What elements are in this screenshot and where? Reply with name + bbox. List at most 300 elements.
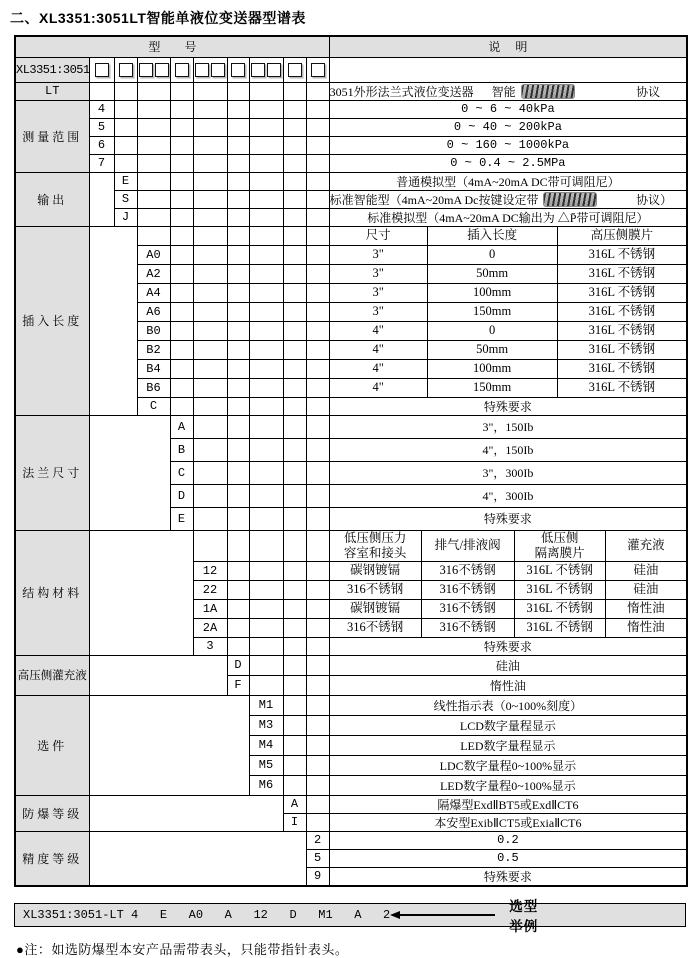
lt-description	[329, 82, 687, 100]
section-label-insertion: 插入长度	[15, 226, 89, 415]
insertion-subheader	[329, 226, 687, 245]
grid-cell	[137, 136, 170, 154]
checkbox[interactable]	[267, 63, 281, 77]
code-cell: M5	[249, 755, 283, 775]
grid-cell	[283, 618, 306, 637]
grid-cell	[227, 359, 249, 378]
grid-cell	[283, 715, 306, 735]
grid-cell	[283, 438, 306, 461]
grid-cell	[193, 208, 227, 226]
grid-cell	[249, 618, 283, 637]
grid-cell	[249, 82, 283, 100]
grid-cell	[114, 100, 137, 118]
grid-cell	[193, 461, 227, 484]
grid-cell	[170, 302, 193, 321]
grid-cell	[227, 637, 249, 655]
grid-cell	[249, 190, 283, 208]
grid-cell	[306, 415, 329, 438]
grid-cell	[193, 190, 227, 208]
desc-cell: LED数字量程显示	[329, 735, 687, 755]
grid-cell	[306, 675, 329, 695]
grid-cell	[227, 245, 249, 264]
valve-value: 316不锈钢	[421, 600, 514, 618]
section-label-flange: 法兰尺寸	[15, 415, 89, 530]
grid-cell	[249, 507, 283, 530]
grid-cell	[193, 136, 227, 154]
material-subheader	[329, 530, 687, 561]
diaphragm-value: 316L 不锈钢	[557, 246, 687, 264]
insertion-row	[329, 283, 687, 302]
grid-cell	[137, 190, 170, 208]
grid-cell	[249, 530, 283, 561]
grid-cell	[114, 82, 137, 100]
grid-cell	[227, 507, 249, 530]
grid-cell	[306, 136, 329, 154]
blank-cell	[89, 655, 227, 695]
grid-cell	[114, 154, 137, 172]
grid-cell	[306, 618, 329, 637]
grid-cell	[306, 507, 329, 530]
grid-cell	[249, 208, 283, 226]
code-box-cell	[114, 57, 137, 82]
grid-cell	[306, 484, 329, 507]
grid-cell	[170, 226, 193, 245]
grid-cell	[306, 100, 329, 118]
length-value: 0	[427, 246, 557, 264]
grid-cell	[306, 208, 329, 226]
valve-value: 316不锈钢	[421, 581, 514, 599]
length-value: 150mm	[427, 303, 557, 321]
grid-cell	[283, 580, 306, 599]
insertion-row	[329, 321, 687, 340]
grid-cell	[193, 378, 227, 397]
code-cell: B2	[137, 340, 170, 359]
grid-cell	[249, 461, 283, 484]
checkbox[interactable]	[195, 63, 209, 77]
length-value: 0	[427, 322, 557, 340]
chamber-value: 碳钢镀镉	[350, 563, 401, 578]
grid-cell	[193, 397, 227, 415]
code-cell: A0	[137, 245, 170, 264]
lt-desc-mid: 智能	[491, 84, 516, 99]
col-header-diaphragm: 高压侧膜片	[557, 227, 687, 245]
grid-cell	[306, 340, 329, 359]
lt-desc-post: 协议	[636, 84, 661, 99]
grid-cell	[193, 340, 227, 359]
code-box-cell	[227, 57, 249, 82]
grid-cell	[306, 580, 329, 599]
code-cell: 2	[306, 831, 329, 849]
diaphragm-value: 316L 不锈钢	[514, 581, 605, 599]
checkbox[interactable]	[288, 63, 302, 77]
grid-cell	[306, 245, 329, 264]
grid-cell	[249, 655, 283, 675]
desc-cell: 特殊要求	[329, 637, 687, 655]
grid-cell	[193, 484, 227, 507]
size-value: 4"	[372, 361, 384, 376]
chamber-value: 316不锈钢	[347, 620, 404, 635]
grid-cell	[170, 245, 193, 264]
grid-cell	[170, 172, 193, 190]
selection-example-bar	[14, 898, 686, 934]
grid-cell	[227, 302, 249, 321]
grid-cell	[329, 57, 687, 82]
chamber-value: 碳钢镀镉	[350, 601, 401, 616]
grid-cell	[283, 154, 306, 172]
grid-cell	[283, 530, 306, 561]
code-cell: C	[170, 461, 193, 484]
valve-value: 316不锈钢	[421, 619, 514, 637]
grid-cell	[306, 118, 329, 136]
diaphragm-value: 316L 不锈钢	[557, 265, 687, 283]
code-cell: B	[170, 438, 193, 461]
code-cell: A6	[137, 302, 170, 321]
grid-cell	[283, 226, 306, 245]
hart-logo-redacted	[522, 85, 574, 98]
grid-cell	[283, 507, 306, 530]
grid-cell	[306, 461, 329, 484]
grid-cell	[89, 82, 114, 100]
grid-cell	[137, 154, 170, 172]
grid-cell	[170, 397, 193, 415]
grid-cell	[170, 359, 193, 378]
code-box-cell	[137, 57, 170, 82]
grid-cell	[283, 637, 306, 655]
grid-cell	[306, 302, 329, 321]
grid-cell	[283, 415, 306, 438]
diaphragm-value: 316L 不锈钢	[557, 322, 687, 340]
grid-cell	[170, 264, 193, 283]
grid-cell	[193, 100, 227, 118]
output-s-desc-post: 协议）	[636, 192, 673, 207]
code-box-cell	[193, 57, 227, 82]
grid-cell	[137, 208, 170, 226]
grid-cell	[306, 226, 329, 245]
code-cell: A	[283, 795, 306, 813]
grid-cell	[170, 321, 193, 340]
grid-cell	[227, 530, 249, 561]
grid-cell	[249, 264, 283, 283]
desc-cell: 硅油	[329, 655, 687, 675]
grid-cell	[283, 208, 306, 226]
desc-cell: LDC数字量程0~100%显示	[329, 755, 687, 775]
grid-cell	[193, 82, 227, 100]
grid-cell	[137, 172, 170, 190]
code-cell: 9	[306, 867, 329, 886]
grid-cell	[249, 438, 283, 461]
grid-cell	[227, 415, 249, 438]
grid-cell	[193, 118, 227, 136]
insertion-row	[329, 378, 687, 397]
grid-cell	[170, 154, 193, 172]
grid-cell	[306, 599, 329, 618]
code-cell: 2A	[193, 618, 227, 637]
code-cell: B6	[137, 378, 170, 397]
size-value: 4"	[372, 323, 384, 338]
grid-cell	[249, 136, 283, 154]
desc-cell: LCD数字量程显示	[329, 715, 687, 735]
grid-cell	[137, 100, 170, 118]
code-cell: B4	[137, 359, 170, 378]
grid-cell	[170, 208, 193, 226]
grid-cell	[249, 675, 283, 695]
example-code-line: XL3351:3051-LT 4 E A0 A 12 D M1 A 2	[23, 907, 391, 922]
section-label-accuracy: 精度等级	[15, 831, 89, 886]
diaphragm-value: 316L 不锈钢	[557, 341, 687, 359]
desc-cell: 隔爆型ExdⅡBT5或ExdⅡCT6	[329, 795, 687, 813]
checkbox[interactable]	[231, 63, 245, 77]
desc-cell: LED数字量程0~100%显示	[329, 775, 687, 795]
code-cell: M6	[249, 775, 283, 795]
lt-code-label: LT	[15, 82, 89, 100]
grid-cell	[227, 461, 249, 484]
grid-cell	[306, 190, 329, 208]
material-row	[329, 561, 687, 580]
code-cell: S	[114, 190, 137, 208]
model-spec-table	[14, 35, 688, 887]
grid-cell	[283, 675, 306, 695]
grid-cell	[306, 283, 329, 302]
grid-cell	[306, 561, 329, 580]
grid-cell	[249, 599, 283, 618]
grid-cell	[306, 172, 329, 190]
grid-cell	[249, 415, 283, 438]
grid-cell	[306, 695, 329, 715]
grid-cell	[227, 208, 249, 226]
code-box-cell	[170, 57, 193, 82]
checkbox[interactable]	[139, 63, 153, 77]
code-box-cell	[249, 57, 283, 82]
grid-cell	[249, 154, 283, 172]
desc-cell: 普通模拟型（4mA~20mA DC带可调阻尼）	[329, 172, 687, 190]
grid-cell	[283, 82, 306, 100]
grid-cell	[306, 154, 329, 172]
diaphragm-value: 316L 不锈钢	[514, 600, 605, 618]
arrow-left-icon	[390, 911, 495, 919]
desc-cell: 特殊要求	[329, 397, 687, 415]
grid-cell	[249, 340, 283, 359]
desc-cell: 0 ~ 40 ~ 200kPa	[329, 118, 687, 136]
code-cell: M4	[249, 735, 283, 755]
insertion-row	[329, 264, 687, 283]
grid-cell	[249, 580, 283, 599]
grid-cell	[227, 264, 249, 283]
grid-cell	[249, 302, 283, 321]
grid-cell	[306, 82, 329, 100]
blank-cell	[89, 530, 193, 655]
length-value: 100mm	[427, 284, 557, 302]
grid-cell	[283, 245, 306, 264]
output-s-desc-text: 标准智能型（4mA~20mA Dc按键设定带	[329, 192, 539, 207]
grid-cell	[306, 264, 329, 283]
grid-cell	[170, 378, 193, 397]
grid-cell	[283, 302, 306, 321]
code-cell: J	[114, 208, 137, 226]
desc-cell: 0 ~ 6 ~ 40kPa	[329, 100, 687, 118]
grid-cell	[306, 715, 329, 735]
code-box-cell	[89, 57, 114, 82]
checkbox[interactable]	[211, 63, 225, 77]
grid-cell	[137, 82, 170, 100]
grid-cell	[114, 118, 137, 136]
grid-cell	[306, 321, 329, 340]
code-cell: B0	[137, 321, 170, 340]
checkbox[interactable]	[251, 63, 265, 77]
grid-cell	[193, 302, 227, 321]
code-cell: M1	[249, 695, 283, 715]
grid-cell	[283, 340, 306, 359]
valve-value: 316不锈钢	[421, 562, 514, 580]
blank-cell	[89, 226, 137, 415]
grid-cell	[306, 378, 329, 397]
checkbox[interactable]	[311, 63, 325, 77]
diaphragm-value: 316L 不锈钢	[557, 303, 687, 321]
col-header-size: 尺寸	[365, 228, 391, 243]
checkbox[interactable]	[95, 63, 109, 77]
grid-cell	[227, 340, 249, 359]
description-header: 说 明	[329, 36, 687, 57]
grid-cell	[249, 283, 283, 302]
grid-cell	[306, 755, 329, 775]
code-cell: 1A	[193, 599, 227, 618]
grid-cell	[249, 637, 283, 655]
grid-cell	[306, 775, 329, 795]
grid-cell	[227, 618, 249, 637]
size-value: 4"	[372, 342, 384, 357]
desc-cell: 4"，300Ib	[329, 484, 687, 507]
grid-cell	[227, 172, 249, 190]
grid-cell	[193, 245, 227, 264]
grid-cell	[193, 530, 227, 561]
grid-cell	[283, 397, 306, 415]
hart-logo-redacted	[544, 193, 596, 206]
grid-cell	[193, 438, 227, 461]
grid-cell	[306, 397, 329, 415]
section-label-material: 结构材料	[15, 530, 89, 655]
code-cell: 12	[193, 561, 227, 580]
checkbox[interactable]	[119, 63, 133, 77]
grid-cell	[283, 561, 306, 580]
size-value: 4"	[372, 380, 384, 395]
grid-cell	[227, 378, 249, 397]
grid-cell	[170, 82, 193, 100]
grid-cell	[170, 136, 193, 154]
code-cell: A	[170, 415, 193, 438]
grid-cell	[283, 136, 306, 154]
code-cell: 6	[89, 136, 114, 154]
grid-cell	[249, 100, 283, 118]
code-box-cell	[306, 57, 329, 82]
desc-cell: 标准模拟型（4mA~20mA DC输出为 △P̄带可调阻尼）	[329, 208, 687, 226]
fill-value: 硅油	[605, 562, 687, 580]
grid-cell	[227, 321, 249, 340]
lt-desc-text: 3051外形法兰式液位变送器	[329, 84, 474, 99]
grid-cell	[249, 484, 283, 507]
grid-cell	[283, 695, 306, 715]
desc-cell: 特殊要求	[329, 867, 687, 886]
grid-cell	[170, 190, 193, 208]
base-model-label: XL3351:3051	[15, 57, 89, 82]
grid-cell	[249, 118, 283, 136]
grid-cell	[227, 438, 249, 461]
grid-cell	[306, 795, 329, 813]
grid-cell	[227, 136, 249, 154]
code-cell: 4	[89, 100, 114, 118]
section-label-range: 测量范围	[15, 100, 89, 172]
grid-cell	[227, 561, 249, 580]
model-number-header: 型 号	[15, 36, 329, 57]
length-value: 50mm	[427, 265, 557, 283]
desc-cell: 0.2	[329, 831, 687, 849]
grid-cell	[249, 359, 283, 378]
desc-cell: 0 ~ 0.4 ~ 2.5MPa	[329, 154, 687, 172]
checkbox[interactable]	[155, 63, 169, 77]
section-label-options: 选件	[15, 695, 89, 795]
desc-cell: 0 ~ 160 ~ 1000kPa	[329, 136, 687, 154]
grid-cell	[306, 637, 329, 655]
grid-cell	[283, 172, 306, 190]
grid-cell	[283, 755, 306, 775]
grid-cell	[283, 321, 306, 340]
blank-cell	[89, 795, 283, 831]
length-value: 100mm	[427, 360, 557, 378]
desc-cell: 3"，300Ib	[329, 461, 687, 484]
example-label: 选型举例	[509, 898, 539, 934]
code-cell: E	[170, 507, 193, 530]
grid-cell	[227, 82, 249, 100]
grid-cell	[137, 118, 170, 136]
grid-cell	[227, 226, 249, 245]
grid-cell	[227, 580, 249, 599]
col-header-lp-diaphragm: 低压侧 隔离膜片	[514, 531, 605, 561]
desc-cell: 3"，150Ib	[329, 415, 687, 438]
grid-cell	[283, 378, 306, 397]
blank-cell	[89, 695, 249, 795]
grid-cell	[193, 226, 227, 245]
size-value: 3"	[372, 304, 384, 319]
grid-cell	[283, 283, 306, 302]
grid-cell	[249, 245, 283, 264]
grid-cell	[249, 397, 283, 415]
size-value: 3"	[372, 266, 384, 281]
col-header-fill: 灌充液	[605, 531, 687, 561]
insertion-row	[329, 302, 687, 321]
grid-cell	[193, 359, 227, 378]
grid-cell	[283, 264, 306, 283]
length-value: 50mm	[427, 341, 557, 359]
insertion-row	[329, 245, 687, 264]
diaphragm-value: 316L 不锈钢	[514, 562, 605, 580]
page-title: 二、XL3351:3051LT智能单液位变送器型谱表	[10, 10, 306, 26]
grid-cell	[249, 561, 283, 580]
grid-cell	[283, 775, 306, 795]
size-value: 3"	[372, 285, 384, 300]
grid-cell	[227, 484, 249, 507]
grid-cell	[227, 100, 249, 118]
grid-cell	[283, 655, 306, 675]
fill-value: 惰性油	[605, 619, 687, 637]
code-cell: F	[227, 675, 249, 695]
code-cell: I	[283, 813, 306, 831]
grid-cell	[170, 283, 193, 302]
code-cell: 5	[89, 118, 114, 136]
grid-cell	[193, 507, 227, 530]
code-cell: A2	[137, 264, 170, 283]
checkbox[interactable]	[175, 63, 189, 77]
material-row	[329, 618, 687, 637]
desc-cell: 线性指示表（0~100%刻度）	[329, 695, 687, 715]
insertion-row	[329, 340, 687, 359]
